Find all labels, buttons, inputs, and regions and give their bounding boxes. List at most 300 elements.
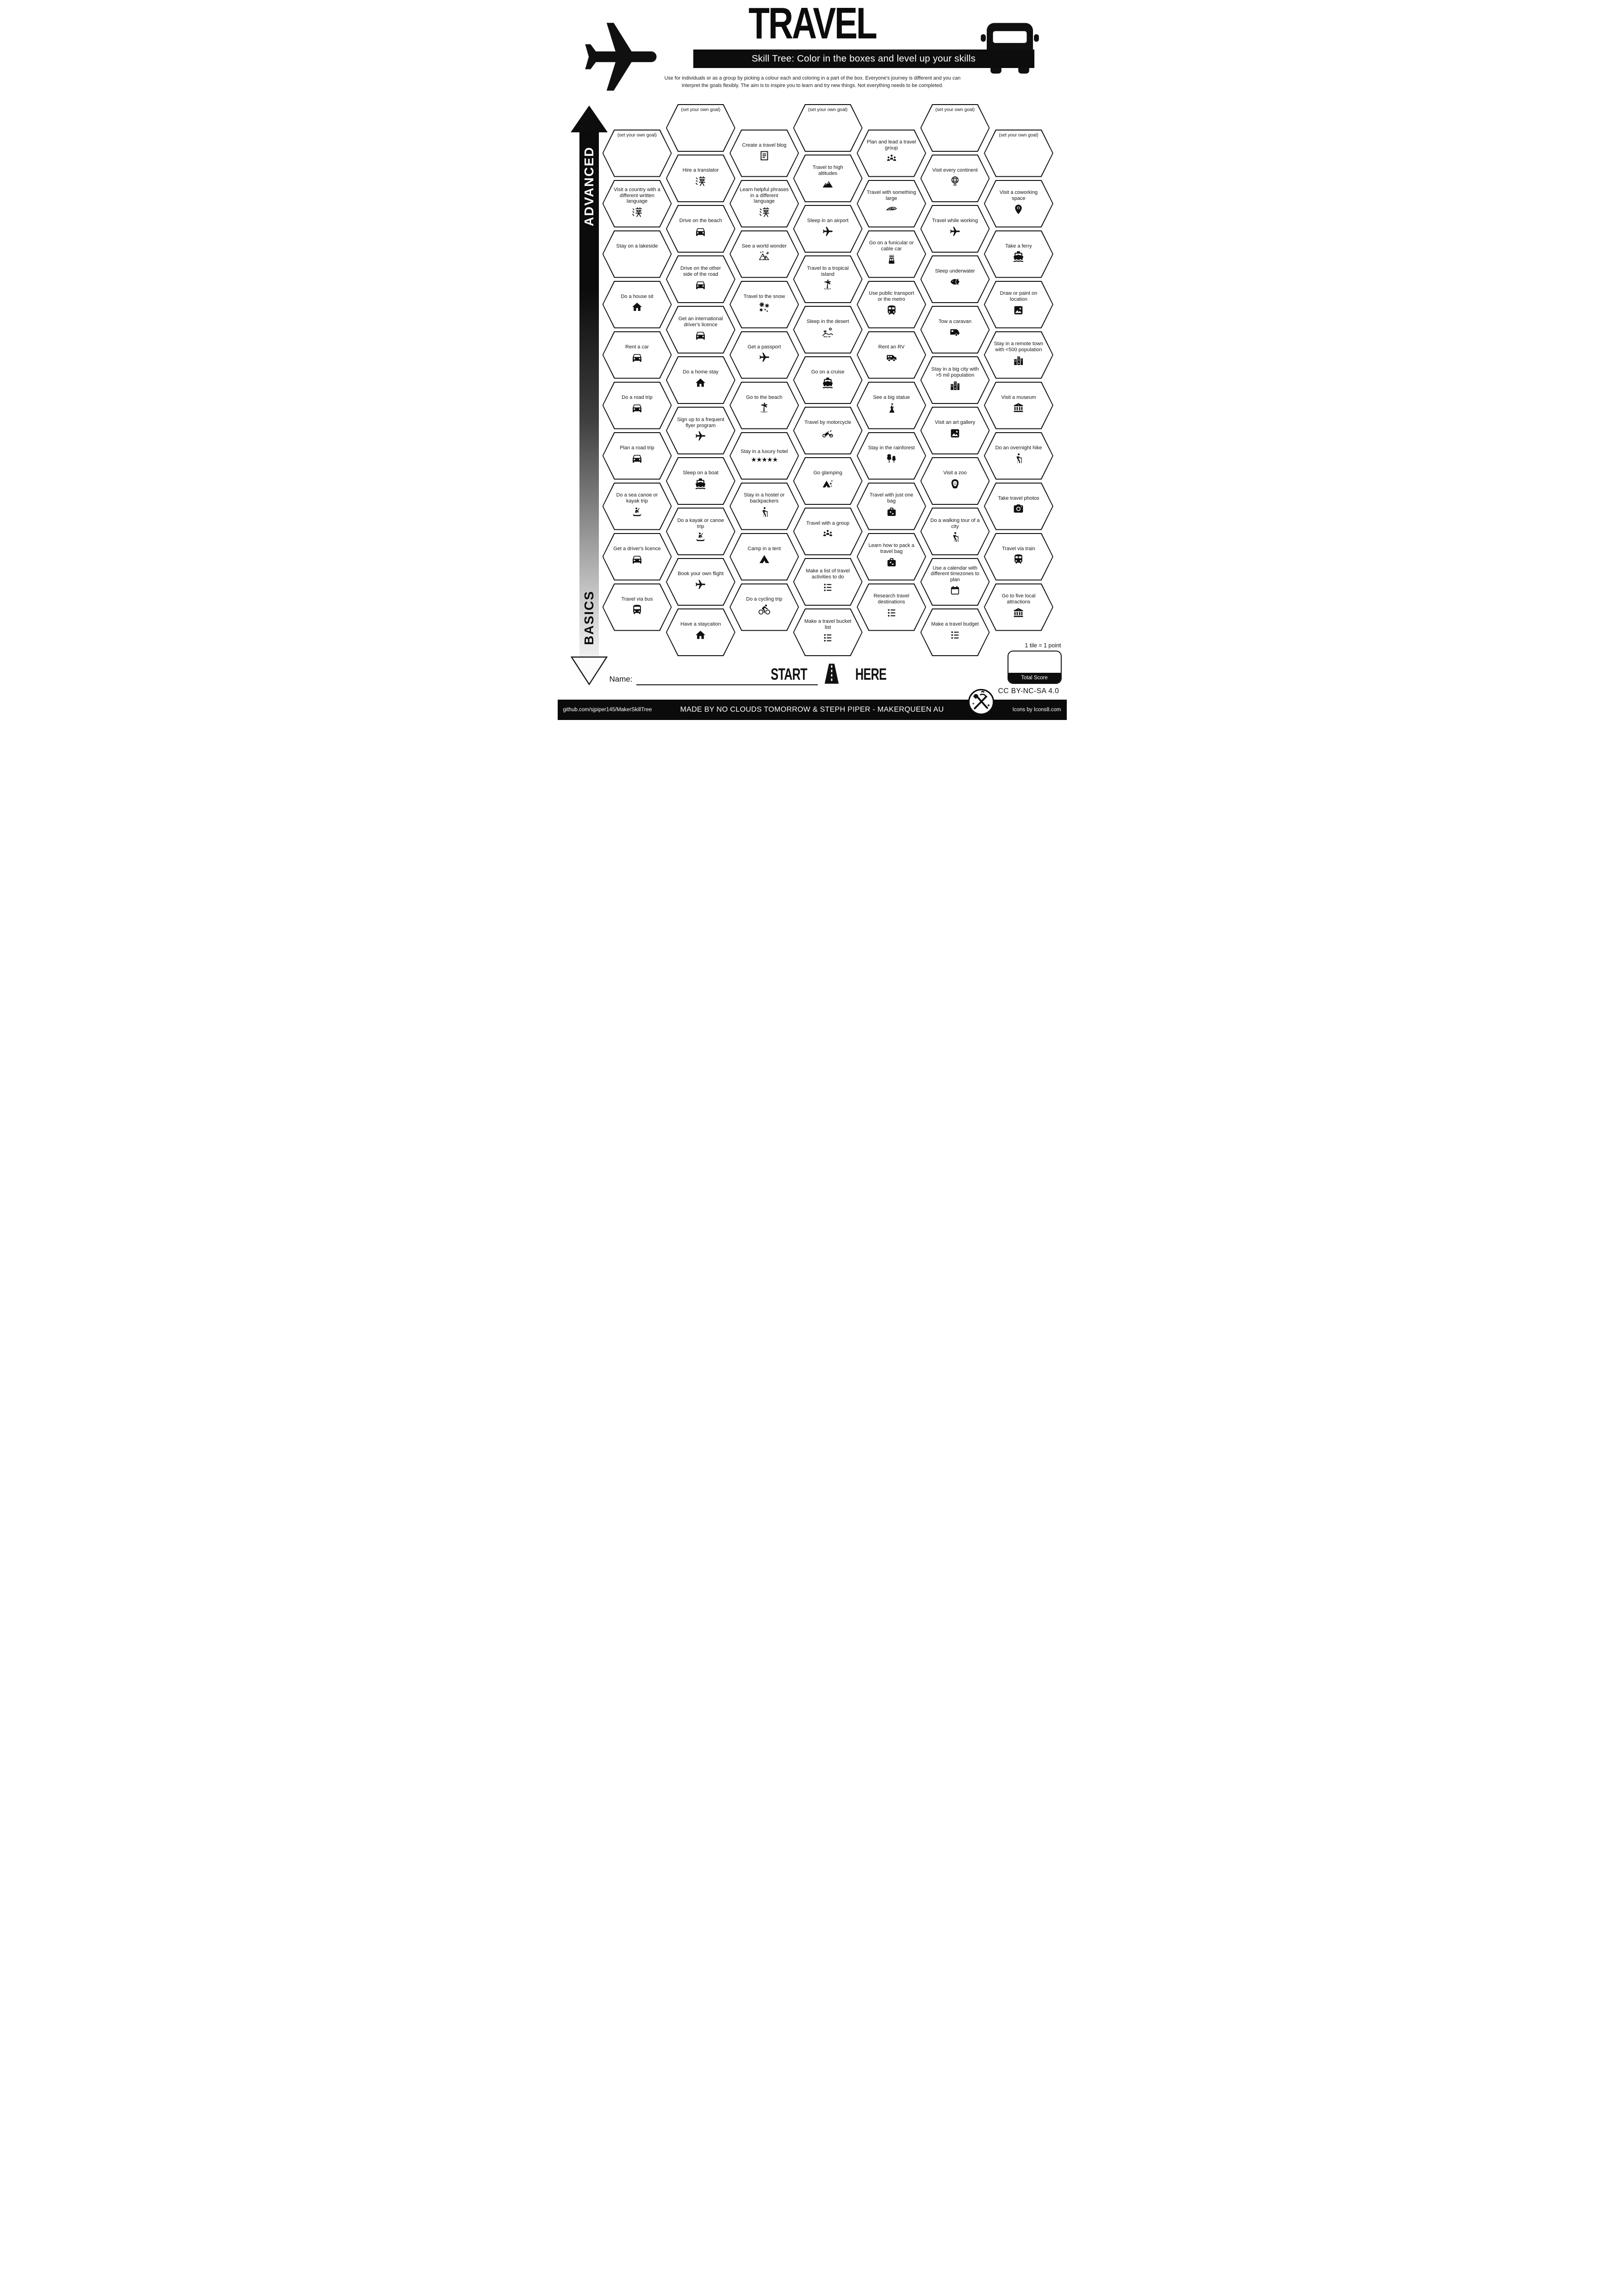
airplane-icon — [949, 226, 961, 240]
hex-label: Go on a funicular or cable car — [869, 240, 914, 252]
hex-tile[interactable] — [729, 331, 799, 379]
hex-tile[interactable] — [603, 180, 672, 228]
calendar-icon — [949, 584, 961, 598]
hex-label: Travel by motorcycle — [804, 420, 852, 426]
hex-content — [984, 483, 1053, 530]
hex-content — [857, 382, 926, 429]
hex-content — [984, 331, 1053, 379]
location-pin-icon — [1013, 204, 1024, 217]
hex-tile[interactable] — [793, 407, 863, 454]
hex-label: (set your own goal) — [681, 107, 721, 112]
hex-label: Have a staycation — [680, 621, 721, 627]
hex-tile[interactable] — [603, 432, 672, 480]
hex-tile[interactable] — [603, 583, 672, 631]
hex-content — [603, 533, 672, 581]
fish-icon — [949, 276, 961, 290]
hex-content — [729, 483, 799, 530]
hex-content — [793, 457, 863, 505]
hex-tile[interactable] — [984, 432, 1053, 480]
hex-content — [921, 508, 990, 555]
car-icon — [631, 453, 643, 466]
hex-label: (set your own goal) — [808, 107, 848, 112]
hex-label: Take travel photos — [998, 495, 1039, 501]
hex-tile[interactable] — [857, 432, 926, 480]
hex-label: Sleep on a boat — [683, 470, 719, 476]
car-icon — [631, 402, 643, 416]
hex-tile[interactable] — [603, 533, 672, 581]
hex-content — [793, 255, 863, 303]
hex-tile[interactable] — [729, 230, 799, 278]
lion-icon — [949, 478, 961, 492]
hex-tile[interactable] — [793, 205, 863, 253]
hex-tile[interactable] — [793, 155, 863, 202]
hex-label: Visit an art gallery — [934, 420, 976, 426]
tile-point-note: 1 tile = 1 point — [1025, 642, 1061, 649]
hex-content — [666, 104, 735, 152]
metro-train-icon — [1013, 553, 1024, 567]
hex-content — [793, 508, 863, 555]
hex-label: Travel with a group — [806, 521, 850, 527]
basics-label: BASICS — [581, 590, 596, 645]
hex-tile[interactable] — [603, 230, 672, 278]
picture-frame-icon — [1013, 304, 1024, 318]
hex-label: Rent a car — [625, 344, 649, 350]
hex-tile[interactable] — [603, 281, 672, 329]
hex-content — [793, 205, 863, 253]
hex-content — [603, 281, 672, 329]
car-icon — [631, 352, 643, 366]
hex-label: Learn how to pack a travel bag — [868, 543, 915, 554]
hex-label: Go to the beach — [746, 394, 783, 400]
hex-label: Stay in a luxury hotel — [740, 448, 788, 454]
canoe-icon — [631, 506, 643, 520]
hex-label: Travel with something large — [866, 190, 916, 201]
hex-label: Create a travel blog — [742, 142, 787, 148]
car-icon — [695, 279, 706, 293]
hex-tile[interactable] — [793, 508, 863, 555]
hex-content — [857, 432, 926, 480]
hex-label: Visit a zoo — [943, 470, 967, 476]
hex-tile[interactable] — [857, 230, 926, 278]
people-group-icon — [886, 153, 897, 167]
hex-label: Stay in a remote town with <500 population — [994, 341, 1044, 353]
hex-content — [921, 205, 990, 253]
ship-icon — [1013, 251, 1024, 265]
airplane-icon — [822, 226, 834, 240]
hex-label: Travel to a tropical island — [807, 265, 849, 277]
hex-tile[interactable] — [921, 104, 990, 152]
surfboard-icon — [886, 204, 897, 217]
footer-credit: MADE BY NO CLOUDS TOMORROW & STEPH PIPER - MAKERQUEEN AU — [680, 706, 944, 714]
hex-label: Travel to high altitudes — [812, 164, 843, 176]
hex-content — [793, 155, 863, 202]
five-stars-icon: ★★★★★ — [751, 456, 778, 464]
hex-content — [666, 608, 735, 656]
kanji-character-icon — [631, 206, 643, 220]
hex-content — [857, 130, 926, 177]
palm-beach-icon — [822, 279, 834, 293]
hex-label: Do a kayak or canoe trip — [677, 517, 724, 529]
hex-content — [921, 104, 990, 152]
hex-label: Book your own flight — [678, 571, 724, 577]
hex-label: Travel to the snow — [743, 293, 785, 299]
hex-content — [857, 583, 926, 631]
tent-icon — [759, 553, 770, 567]
airplane-icon — [759, 352, 770, 366]
hiker-icon — [759, 506, 770, 520]
hex-content — [793, 558, 863, 606]
name-field-label: Name: — [609, 675, 633, 683]
city-buildings-icon — [949, 380, 961, 394]
hex-content — [857, 331, 926, 379]
hex-label: See a big statue — [873, 394, 910, 400]
checklist-icon — [949, 629, 961, 643]
bicycle-icon — [759, 604, 770, 618]
hex-content — [984, 180, 1053, 228]
hex-tile[interactable] — [984, 583, 1053, 631]
hex-content — [603, 583, 672, 631]
tent-sparkles-icon — [822, 478, 834, 492]
road-icon — [820, 662, 844, 688]
house-icon — [631, 301, 643, 315]
hiker-icon — [949, 531, 961, 545]
hex-content — [793, 104, 863, 152]
total-score-box[interactable] — [1008, 651, 1062, 684]
hex-tile[interactable] — [984, 483, 1053, 530]
hex-tile[interactable] — [729, 281, 799, 329]
hex-content — [603, 230, 672, 278]
hex-content — [857, 180, 926, 228]
car-icon — [695, 329, 706, 343]
hex-tile[interactable] — [793, 104, 863, 152]
license-text: CC BY-NC-SA 4.0 — [998, 687, 1059, 695]
hex-tile[interactable] — [603, 130, 672, 177]
hex-label: Visit a coworking space — [999, 190, 1038, 201]
hex-label: Visit every continent — [932, 168, 978, 174]
blog-document-icon — [759, 150, 770, 164]
kanji-character-icon — [759, 206, 770, 220]
mountains-icon — [822, 178, 834, 192]
hex-content — [666, 407, 735, 454]
snowflakes-icon — [759, 301, 770, 315]
picture-frame-icon — [949, 428, 961, 441]
hex-tile[interactable] — [603, 483, 672, 530]
hex-label: (set your own goal) — [999, 132, 1039, 138]
hex-label: Go on a cruise — [811, 369, 845, 375]
here-label: HERE — [855, 665, 887, 683]
hex-tile[interactable] — [666, 608, 735, 656]
hex-content — [857, 533, 926, 581]
hex-tile[interactable] — [793, 255, 863, 303]
hex-tile[interactable] — [921, 407, 990, 454]
hex-tile[interactable] — [921, 306, 990, 354]
hex-label: Do a home stay — [683, 369, 719, 375]
lake-icon — [631, 251, 643, 265]
hex-label: Sleep in the desert — [806, 319, 849, 325]
hex-tile[interactable] — [984, 180, 1053, 228]
hex-tile[interactable] — [984, 533, 1053, 581]
hex-label: Visit a country with a different written language — [614, 187, 660, 205]
ship-icon — [695, 478, 706, 492]
hex-label: Do a sea canoe or kayak trip — [616, 492, 658, 504]
hiker-icon — [1013, 453, 1024, 466]
hex-content — [729, 432, 799, 480]
kanji-character-icon — [695, 175, 706, 189]
checklist-icon — [886, 607, 897, 621]
hex-tile[interactable] — [857, 331, 926, 379]
hex-label: Visit a museum — [1001, 394, 1036, 400]
hex-label: (set your own goal) — [617, 132, 657, 138]
hex-content — [921, 407, 990, 454]
hex-label: Plan a road trip — [620, 445, 654, 451]
hex-content — [984, 432, 1053, 480]
hex-label: Sign up to a frequent flyer program — [677, 416, 724, 428]
hex-tile[interactable] — [793, 608, 863, 656]
hex-tile[interactable] — [857, 130, 926, 177]
hex-tile[interactable] — [793, 356, 863, 404]
hex-tile[interactable] — [921, 457, 990, 505]
hex-tile[interactable] — [921, 255, 990, 303]
hex-tile[interactable] — [921, 205, 990, 253]
hex-tile[interactable] — [666, 356, 735, 404]
desk-globe-icon — [949, 175, 961, 189]
hex-tile[interactable] — [729, 180, 799, 228]
ship-icon — [822, 377, 834, 391]
hex-label: Do an overnight hike — [995, 445, 1042, 451]
hex-content — [793, 306, 863, 354]
hex-label: Stay on a lakeside — [616, 243, 658, 249]
hex-tile[interactable] — [921, 558, 990, 606]
hex-label: Drive on the other side of the road — [680, 265, 721, 277]
suitcase-icon — [886, 506, 897, 520]
hex-tile[interactable] — [666, 306, 735, 354]
hex-tile[interactable] — [984, 331, 1053, 379]
hex-tile[interactable] — [729, 382, 799, 429]
hex-label: Travel via train — [1002, 546, 1035, 552]
hex-tile[interactable] — [857, 180, 926, 228]
hex-tile[interactable] — [666, 558, 735, 606]
hex-label: Travel via bus — [621, 596, 653, 602]
suitcase-icon — [886, 557, 897, 571]
hex-label: Drive on the beach — [679, 218, 722, 224]
hex-content — [729, 180, 799, 228]
hex-label: Learn helpful phrases in a different language — [740, 187, 789, 205]
total-score-label: Total Score — [1008, 673, 1061, 683]
checklist-icon — [822, 632, 834, 646]
hex-tile[interactable] — [857, 483, 926, 530]
hex-grid — [558, 0, 1067, 720]
footer-icons-credit: Icons by Icons8.com — [1012, 707, 1061, 713]
cable-car-icon — [886, 254, 897, 268]
hex-label: Sleep underwater — [935, 268, 975, 274]
hex-tile[interactable] — [729, 533, 799, 581]
camera-icon — [1013, 503, 1024, 517]
footer-github-url: github.com/sjpiper145/MakerSkillTree — [563, 707, 652, 713]
hex-content — [729, 281, 799, 329]
subtitle-text: Skill Tree: Color in the boxes and level up your skills — [752, 53, 976, 64]
hex-tile[interactable] — [729, 130, 799, 177]
hex-content — [921, 608, 990, 656]
hex-tile[interactable] — [666, 205, 735, 253]
hex-content — [603, 331, 672, 379]
hex-content — [729, 382, 799, 429]
hex-tile[interactable] — [793, 306, 863, 354]
car-icon — [631, 553, 643, 567]
hex-tile[interactable] — [984, 281, 1053, 329]
hex-tile[interactable] — [666, 155, 735, 202]
hex-label: Do a house sit — [621, 293, 653, 299]
house-icon — [695, 629, 706, 643]
hex-label: Do a road trip — [622, 394, 653, 400]
hex-content — [921, 558, 990, 606]
hex-content — [666, 306, 735, 354]
hex-label: (set your own goal) — [935, 107, 975, 112]
hex-label: Travel while working — [932, 218, 978, 224]
hex-tile[interactable] — [666, 407, 735, 454]
motorcycle-icon — [822, 428, 834, 441]
hex-content — [857, 281, 926, 329]
hex-tile[interactable] — [921, 608, 990, 656]
hex-content — [793, 407, 863, 454]
hex-label: Get a driver's licence — [613, 546, 661, 552]
hex-content — [984, 382, 1053, 429]
city-buildings-icon — [1013, 355, 1024, 369]
hex-label: Use a calendar with different timezones to plan — [931, 565, 979, 583]
hex-label: Camp in a tent — [747, 546, 781, 552]
hex-tile[interactable] — [666, 104, 735, 152]
hex-tile[interactable] — [729, 583, 799, 631]
hex-content — [984, 583, 1053, 631]
hex-tile[interactable] — [984, 382, 1053, 429]
people-group-icon — [822, 528, 834, 542]
airplane-icon — [695, 430, 706, 444]
travel-skill-tree-poster — [558, 0, 1067, 720]
metro-train-icon — [886, 304, 897, 318]
hex-content — [921, 457, 990, 505]
hex-content — [857, 230, 926, 278]
hex-content — [729, 230, 799, 278]
hex-label: Use public transport or the metro — [869, 291, 914, 302]
hex-tile[interactable] — [921, 508, 990, 555]
hex-content — [793, 356, 863, 404]
hex-tile[interactable] — [603, 331, 672, 379]
hex-tile[interactable] — [984, 230, 1053, 278]
rainforest-trees-icon — [886, 453, 897, 466]
museum-icon — [1013, 607, 1024, 621]
hex-label: Get a passport — [747, 344, 781, 350]
hex-label: Travel with just one bag — [869, 492, 914, 504]
advanced-label: ADVANCED — [581, 146, 596, 227]
hex-content — [857, 483, 926, 530]
hex-content — [729, 583, 799, 631]
hex-content — [666, 155, 735, 202]
checklist-icon — [822, 582, 834, 596]
pyramids-icon — [759, 251, 770, 265]
hex-label: Tow a caravan — [939, 319, 971, 325]
hex-tile[interactable] — [793, 457, 863, 505]
hex-label: Do a cycling trip — [746, 596, 783, 602]
hex-label: Research travel destinations — [873, 593, 909, 605]
statue-icon — [886, 402, 897, 416]
hex-content — [729, 130, 799, 177]
hex-tile[interactable] — [666, 508, 735, 555]
name-input-line[interactable] — [636, 675, 818, 685]
hex-label: Plan and lead a travel group — [866, 139, 916, 151]
house-icon — [695, 377, 706, 391]
hex-tile[interactable] — [857, 382, 926, 429]
hex-tile[interactable] — [729, 483, 799, 530]
hex-content — [603, 130, 672, 177]
hex-label: Stay in the rainforest — [868, 445, 915, 451]
bus-icon — [631, 604, 643, 618]
airplane-icon — [695, 579, 706, 593]
hex-content — [729, 533, 799, 581]
hex-label: Draw or paint on location — [1000, 291, 1038, 302]
hex-label: See a world wonder — [741, 243, 787, 249]
hex-label: Make a travel bucket list — [804, 618, 852, 630]
hex-content — [984, 130, 1053, 177]
desert-icon — [822, 327, 834, 341]
hex-tile[interactable] — [921, 356, 990, 404]
rv-van-icon — [886, 352, 897, 366]
hex-content — [666, 508, 735, 555]
hex-label: Sleep in an airport — [807, 218, 849, 224]
hex-label: Take a ferry — [1005, 243, 1032, 249]
hex-content — [984, 230, 1053, 278]
hex-content — [603, 432, 672, 480]
hex-label: Make a travel budget — [931, 621, 979, 627]
hex-content — [666, 457, 735, 505]
hex-content — [666, 356, 735, 404]
hex-tile[interactable] — [603, 382, 672, 429]
hex-content — [666, 205, 735, 253]
hex-content — [921, 306, 990, 354]
hex-content — [603, 180, 672, 228]
hex-label: Do a walking tour of a city — [930, 517, 980, 529]
hex-content — [793, 608, 863, 656]
hex-label: Go to five local attractions — [1002, 593, 1036, 605]
car-icon — [695, 226, 706, 240]
caravan-icon — [949, 327, 961, 341]
hex-content — [984, 281, 1053, 329]
hex-content — [921, 155, 990, 202]
page-title: TRAVEL — [748, 0, 876, 48]
hex-tile[interactable] — [666, 457, 735, 505]
hex-label: Make a list of travel activities to do — [806, 568, 850, 580]
hex-tile[interactable] — [793, 558, 863, 606]
hex-content — [603, 483, 672, 530]
hex-label: Get an international driver's licence — [678, 316, 723, 328]
hex-content — [666, 255, 735, 303]
start-here-block — [752, 657, 905, 692]
hex-tile[interactable] — [857, 533, 926, 581]
hex-tile[interactable] — [984, 130, 1053, 177]
hex-tile[interactable] — [666, 255, 735, 303]
hex-content — [666, 558, 735, 606]
canoe-icon — [695, 531, 706, 545]
hex-tile[interactable] — [857, 583, 926, 631]
hex-content — [603, 382, 672, 429]
museum-icon — [1013, 402, 1024, 416]
hex-content — [921, 356, 990, 404]
hex-content — [984, 533, 1053, 581]
instructions-text: Use for individuals or as a group by picking a colour each and coloring in a part of the box. Everyone's journey is different and you can interpret the goals flexibly. The aim is to inspire you to learn and try new things. Not everything needs to be completed. — [664, 75, 961, 89]
hex-content — [921, 255, 990, 303]
hex-tile[interactable] — [921, 155, 990, 202]
hex-tile[interactable] — [857, 281, 926, 329]
hex-label: Hire a translator — [682, 168, 719, 174]
hex-tile[interactable] — [729, 432, 799, 480]
